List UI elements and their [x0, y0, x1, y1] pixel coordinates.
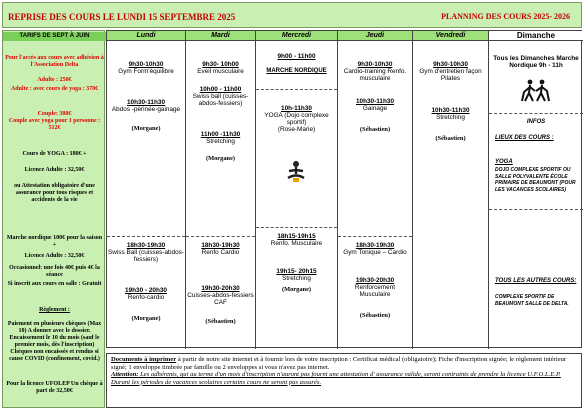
day-header-dimanche: Dimanche — [489, 31, 583, 41]
class-slot — [108, 242, 184, 263]
class-time: 9h30-10h30 — [357, 61, 393, 68]
instructor: (Morgane) — [205, 155, 236, 162]
divider — [256, 89, 337, 90]
class-slot — [108, 99, 184, 132]
day-header-mardi: Mardi — [186, 31, 255, 41]
class-time: 10h30-11h30 — [355, 98, 395, 105]
license-adult: Licence Adulte : 32,50€ — [24, 167, 85, 173]
class-label: Abdos -périnée-gainage — [111, 106, 181, 113]
sunday-walk-text: Tous les Dimanches Marche Nordique 9h - 11h — [493, 55, 579, 69]
class-slot — [339, 61, 411, 82]
ufolep-text: Pour la licence UFOLEP Un chèque à part de 32,50€ — [6, 381, 103, 394]
insurance-text: ou Attestation obligatoire d'une assurance pour tous risques et accidents de la vie — [14, 183, 95, 203]
class-time: 10h-11h30 — [281, 105, 312, 112]
class-label: Renfo. Musculaire — [270, 240, 323, 247]
documents-lead: Documents à imprimer — [111, 356, 177, 363]
attention-paragraph — [111, 371, 577, 386]
instructor: (Rose-Marie) — [277, 126, 316, 133]
class-label: Swiss ball (cuisses-abdos-fessiers) — [192, 93, 249, 107]
class-slot — [414, 107, 487, 142]
class-time: 11h00 -11h30 — [200, 131, 241, 138]
class-slot — [414, 61, 487, 82]
documents-notice — [106, 353, 582, 408]
class-time: 9h30-10h30 — [128, 61, 164, 68]
class-label: Stretching — [206, 138, 235, 145]
column-mercredi — [256, 31, 338, 349]
class-label: Renforcement Musculaire — [354, 284, 396, 298]
price-couple-yoga: Couple avec yoga pour 1 personne : 512€ — [8, 118, 101, 131]
class-label: Cardio-training Renfo. musculaire — [343, 68, 407, 82]
column-dimanche — [489, 31, 583, 349]
column-vendredi — [413, 31, 489, 349]
venues-title: LIEUX DES COURS : — [495, 135, 554, 141]
day-header-vendredi: Vendredi — [413, 31, 488, 41]
infos-title: INFOS — [526, 119, 546, 125]
class-slot — [108, 287, 184, 322]
meditation-icon — [284, 159, 308, 183]
attention-text: Les adhérents, qui au terme d'un mois d'inscription n'auront pas fourni une attestation d' assurance valide, seront contraints de prendre la licence U.F.O.L.E.P. Durant les périodes de vacances scolaires certains cours ne seront pas assurés. — [111, 371, 561, 386]
instructor: (Sébastien) — [205, 318, 236, 325]
indoor-free: Si inscrit aux cours en salle : Gratuit — [7, 281, 102, 287]
day-header-mercredi: Mercredi — [256, 31, 337, 41]
yoga-venue-text: DOJO COMPLEXE SPORTIF OU SALLE POLYVALENTE ÉCOLE PRIMAIRE DE BEAUMONT (POUR LES VACANCES SCOLAIRES) — [495, 167, 576, 193]
class-slot — [339, 242, 411, 256]
class-label: Renfo-cardio — [127, 294, 165, 301]
occasional-price: Occasionnel: une fois 40€ puis 4€ la séance — [9, 265, 100, 278]
class-slot — [187, 242, 254, 256]
class-label: Stretching — [282, 275, 311, 282]
yoga-venue-title: YOGA — [495, 159, 513, 165]
documents-paragraph — [111, 356, 577, 371]
class-time: 19h30-20h30 — [355, 277, 395, 284]
class-time: 19h30-20h30 — [201, 285, 240, 292]
day-header-lundi: Lundi — [107, 31, 185, 41]
instructor: (Sébastien) — [359, 126, 391, 133]
documents-text: à partir de notre site internet et à fournir lors de votre inscription : Certificat médical (obligatoire); Fiche d'inscription signée; le règlement intérieur signé; 1 enveloppe timbrée par famille ou 2 enveloppes si vous n'avez pas internet. — [111, 356, 567, 371]
class-time: 9h00 - 11h00 — [277, 53, 316, 60]
divider — [107, 236, 185, 237]
price-yoga: Cours de YOGA : 180€ + — [22, 151, 87, 157]
payment-text: Paiement en plusieurs chèques (Max 10) A donner avec le dossier. Encaissement le 10 du mois (sauf le premier mois, dès l'inscription) Chèques non encaissés et rendus si cause COVID (confinement, covid.) — [7, 321, 102, 362]
class-slot — [339, 98, 411, 133]
divider — [186, 236, 255, 237]
tariffs-title: TARIFS DE SEPT À JUIN — [3, 32, 106, 41]
divider — [338, 236, 412, 237]
class-time: 18h30-19h30 — [126, 242, 166, 249]
class-label: Gym d'entretien façon Pilates — [419, 68, 482, 82]
other-venue-text: COMPLEXE SPORTIF DE BEAUMONT SALLE DE DELTA. — [495, 294, 569, 307]
class-label: YOGA (Dojo complexe sportif) — [264, 112, 329, 126]
class-time: 9h30-10h30 — [433, 61, 468, 68]
adhesion-text: Pour l'accès aux cours avec adhésion à l'Association Delta — [5, 55, 104, 68]
class-time: 10h00 - 11h00 — [199, 86, 242, 93]
divider — [489, 209, 583, 210]
class-time: 19h30 - 20h30 — [125, 287, 167, 294]
instructor: (Sébastien) — [359, 312, 391, 319]
instructor: (Morgane) — [131, 315, 161, 322]
class-slot — [187, 61, 254, 75]
class-time: 18h30-19h30 — [355, 242, 395, 249]
divider — [256, 227, 337, 228]
class-label: MARCHE NORDIQUE — [266, 68, 327, 74]
other-venue-title: TOUS LES AUTRES COURS: — [495, 278, 577, 284]
nordic-walkers-icon — [521, 79, 551, 103]
season-start-title: REPRISE DES COURS LE LUNDI 15 SEPTEMBRE 2025 — [8, 12, 236, 22]
class-time: 10h30-11h30 — [126, 99, 166, 106]
class-label: Stretching — [436, 114, 465, 121]
instructor: (Sébastien) — [435, 135, 466, 142]
class-label: Eveil musculaire — [197, 68, 244, 75]
class-slot — [339, 277, 411, 319]
class-slot — [187, 86, 254, 107]
price-couple: Couple: 380€ — [37, 111, 72, 117]
class-slot — [187, 285, 254, 325]
class-label: Renfo Cardio — [201, 249, 240, 256]
price-adult-yoga: Adulte : avec cours de yoga : 370€ — [10, 86, 99, 92]
class-slot — [257, 53, 336, 75]
class-label: Gym Tonique – Cardio — [343, 249, 407, 256]
day-header-jeudi: Jeudi — [338, 31, 412, 41]
class-slot — [257, 105, 336, 133]
class-slot — [187, 131, 254, 162]
column-jeudi — [338, 31, 413, 349]
class-time: 9h30- 10h00 — [202, 61, 239, 68]
column-mardi — [186, 31, 256, 349]
tariffs-sidebar — [2, 30, 105, 408]
price-nordic-walk: Marche nordique 100€ pour la saison + — [6, 235, 103, 248]
license-adult-2: Licence Adulte : 32,50€ — [24, 253, 85, 259]
attention-lead: Attention: — [111, 371, 139, 379]
class-label: Gym Form'équilibre — [118, 68, 174, 75]
class-time: 18h15-19h15 — [277, 233, 316, 240]
planning-title: PLANNING DES COURS 2025- 2026 — [441, 12, 570, 21]
class-label: Cuisses-abdos-fessiers CAF — [187, 292, 254, 306]
instructor: (Morgane) — [281, 286, 312, 293]
class-label: Gainage — [362, 105, 388, 112]
class-label: Swiss Ball (cuisses-abdos-fessiers) — [108, 249, 185, 263]
price-adult: Adulte : 250€ — [37, 77, 72, 83]
column-lundi — [107, 31, 186, 349]
divider — [489, 113, 583, 114]
class-slot — [108, 61, 184, 75]
class-time: 18h30-19h30 — [201, 242, 240, 249]
class-slot — [257, 233, 336, 247]
schedule-grid — [106, 30, 582, 348]
class-time: 19h15- 20h15 — [276, 268, 317, 275]
payment-title: Règlement : — [39, 307, 70, 313]
class-time: 10h30-11h30 — [431, 107, 470, 114]
class-slot — [257, 268, 336, 293]
instructor: (Morgane) — [131, 125, 161, 132]
